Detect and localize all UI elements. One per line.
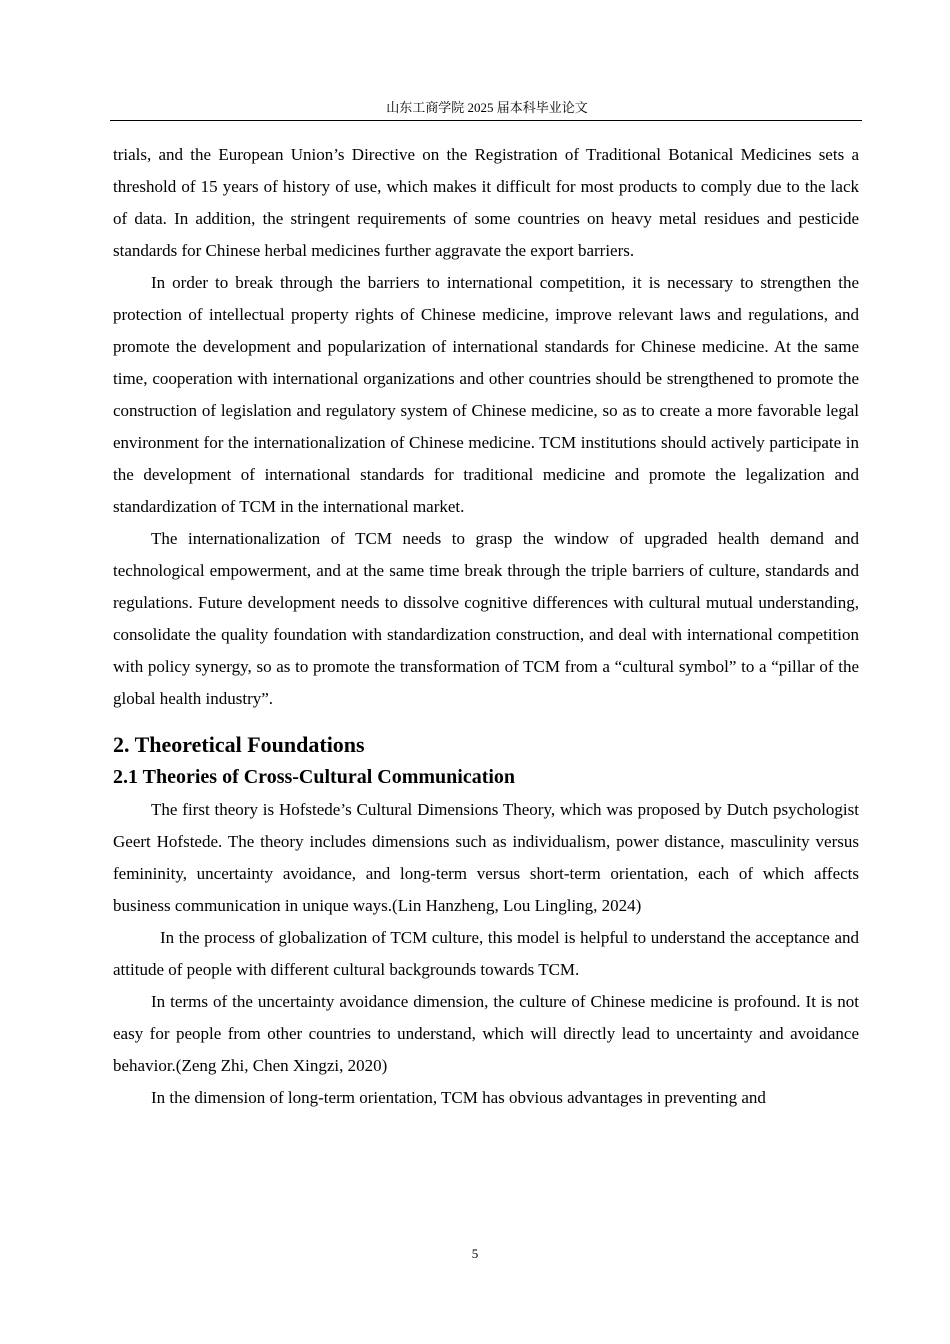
paragraph: In terms of the uncertainty avoidance dimension, the culture of Chinese medicine is profound. It is not easy for people from other countries to understand, which will directly lead to uncertainty and avoidance behavior.(Zeng Zhi, Chen Xingzi, 2020) [113, 992, 859, 1075]
paragraph: The first theory is Hofstede’s Cultural Dimensions Theory, which was proposed by Dutch psychologist Geert Hofstede. The theory includes dimensions such as individualism, power distance, masculinity versus femininity, uncertainty avoidance, and long-term versus short-term orientation, each of which affects business communication in unique ways.(Lin Hanzheng, Lou Lingling, 2024) [113, 800, 859, 915]
section-heading: 2. Theoretical Foundations [113, 732, 365, 757]
subsection-heading: 2.1 Theories of Cross-Cultural Communication [113, 766, 516, 788]
paragraph: trials, and the European Union’s Directive on the Registration of Traditional Botanical Medicines sets a threshold of 15 years of history of use, which makes it difficult for most products to comply due to the lack of data. In addition, the stringent requirements of some countries on heavy metal residues and pesticide standards for Chinese herbal medicines further aggravate the export barriers. [113, 145, 859, 260]
paragraph: In the dimension of long-term orientation, TCM has obvious advantages in preventing and [151, 1088, 766, 1107]
page-body [113, 139, 859, 1114]
running-header: 山东工商学院 2025 届本科毕业论文 [386, 100, 588, 115]
page-number: 5 [471, 1246, 479, 1261]
header-rule [110, 120, 862, 121]
paragraph: In order to break through the barriers to international competition, it is necessary to strengthen the protection of intellectual property rights of Chinese medicine, improve relevant laws and regulations, and promote the development and popularization of international standards for Chinese medicine. At the same time, cooperation with international organizations and other countries should be strengthened to promote the construction of legislation and regulatory system of Chinese medicine, so as to create a more favorable legal environment for the internationalization of Chinese medicine. TCM institutions should actively participate in the development of international standards for traditional medicine and promote the legalization and standardization of TCM in the international market. [113, 273, 859, 516]
paragraph: The internationalization of TCM needs to grasp the window of upgraded health demand and technological empowerment, and at the same time break through the triple barriers of culture, standards and regulations. Future development needs to dissolve cognitive differences with cultural mutual understanding, consolidate the quality foundation with standardization construction, and deal with international competition with policy synergy, so as to promote the transformation of TCM from a “cultural symbol” to a “pillar of the global health industry”. [113, 529, 859, 708]
paragraph: In the process of globalization of TCM culture, this model is helpful to understand the acceptance and attitude of people with different cultural backgrounds towards TCM. [113, 928, 859, 979]
